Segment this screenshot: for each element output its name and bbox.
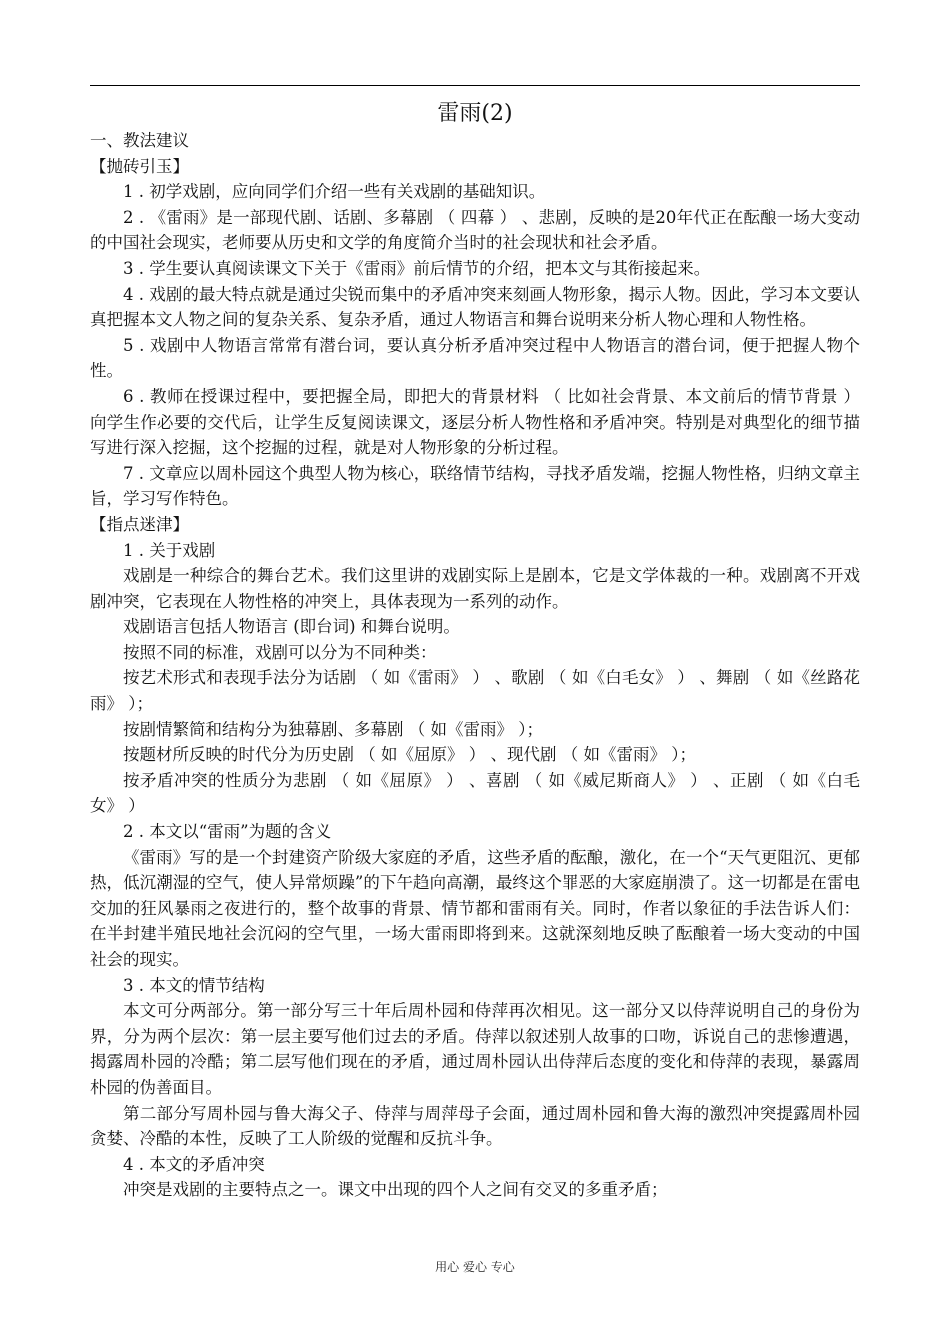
page-footer: 用心 爱心 专心 bbox=[435, 1260, 515, 1274]
paragraph: 第二部分写周朴园与鲁大海父子、侍萍与周萍母子会面，通过周朴园和鲁大海的激烈冲突提露周朴园贪婪、冷酷的本性，反映了工人阶级的觉醒和反抗斗争。 bbox=[90, 1103, 860, 1149]
paragraph: 戏剧是一种综合的舞台艺术。我们这里讲的戏剧实际上是剧本，它是文学体裁的一种。戏剧离不开戏剧冲突，它表现在人物性格的冲突上，具体表现为一系列的动作。 bbox=[90, 566, 860, 611]
header-rule bbox=[90, 85, 860, 86]
section-header-paozhuanyinyu: 【抛砖引玉】 bbox=[90, 156, 189, 176]
subheading: 1 . 关于戏剧 bbox=[123, 540, 216, 560]
paragraph: 戏剧语言包括人物语言 (即台词) 和舞台说明。 bbox=[123, 617, 460, 637]
paragraph: 本文可分两部分。第一部分写三十年后周朴园和侍萍再次相见。这一部分又以侍萍说明自己的身份为界，分为两个层次：第一层主要写他们过去的矛盾。侍萍以叙述别人故事的口吻，诉说自己的悲惨遭遇，揭露周朴园的冷酷；第二层写他们现在的矛盾，通过周朴园认出侍萍后态度的变化和侍萍的表现，暴露周朴园的伪善面目。 bbox=[90, 1001, 860, 1097]
paragraph: 3 . 学生要认真阅读课文下关于《雷雨》前后情节的介绍，把本文与其衔接起来。 bbox=[123, 258, 711, 278]
paragraph: 按照不同的标准，戏剧可以分为不同种类： bbox=[123, 642, 437, 662]
paragraph: 5 . 戏剧中人物语言常常有潜台词，要认真分析矛盾冲突过程中人物语言的潜台词，便于把握人物个性。 bbox=[90, 335, 860, 381]
paragraph: 4 . 戏剧的最大特点就是通过尖锐而集中的矛盾冲突来刻画人物形象，揭示人物。因此，学习本文要认真把握本文人物之间的复杂关系、复杂矛盾，通过人物语言和舞台说明来分析人物心理和人物性格。 bbox=[90, 284, 860, 330]
subheading: 4 . 本文的矛盾冲突 bbox=[123, 1154, 265, 1174]
subheading: 3 . 本文的情节结构 bbox=[123, 975, 265, 995]
paragraph: 按矛盾冲突的性质分为悲剧 （ 如《屈原》 ） 、喜剧 （ 如《威尼斯商人》 ） 、正剧 （ 如《白毛女》 ） bbox=[90, 770, 860, 816]
paragraph: 按题材所反映的时代分为历史剧 （ 如《屈原》 ） 、现代剧 （ 如《雷雨》 ）； bbox=[123, 745, 696, 765]
subheading: 2 . 本文以“雷雨”为题的含义 bbox=[123, 822, 332, 842]
paragraph: 《雷雨》写的是一个封建资产阶级大家庭的矛盾，这些矛盾的酝酿，激化，在一个“天气更阻沉、更郁热，低沉潮湿的空气，使人异常烦躁”的下午趋向高潮，最终这个罪恶的大家庭崩溃了。这一切都是在雷电交加的狂风暴雨之夜进行的，整个故事的背景、情节都和雷雨有关。同时，作者以象征的手法告诉人们：在半封建半殖民地社会沉闷的空气里，一场大雷雨即将到来。这就深刻地反映了酝酿着一场大变动的中国社会的现实。 bbox=[90, 847, 860, 969]
paragraph: 按剧情繁简和结构分为独幕剧、多幕剧 （ 如《雷雨》 ）； bbox=[123, 719, 543, 739]
document-title: 雷雨(2) bbox=[437, 101, 513, 126]
document-body bbox=[90, 128, 860, 1203]
paragraph: 1 . 初学戏剧，应向同学们介绍一些有关戏剧的基础知识。 bbox=[123, 182, 546, 202]
paragraph: 冲突是戏剧的主要特点之一。课文中出现的四个人之间有交叉的多重矛盾； bbox=[123, 1180, 668, 1200]
section-heading: 一、教法建议 bbox=[90, 131, 189, 150]
paragraph: 2 . 《雷雨》是一部现代剧、话剧、多幕剧 （ 四幕 ） 、悲剧，反映的是20年代正在酝酿一场大变动的中国社会现实，老师要从历史和文学的角度简介当时的社会现状和社会矛盾。 bbox=[90, 207, 860, 253]
paragraph: 按艺术形式和表现手法分为话剧 （ 如《雷雨》 ） 、歌剧 （ 如《白毛女》 ） 、舞剧 （ 如《丝路花雨》 ）； bbox=[90, 668, 860, 714]
paragraph: 6 . 教师在授课过程中，要把握全局，即把大的背景材料 （ 比如社会背景、本文前后的情节背景 ） 向学生作必要的交代后，让学生反复阅读课文，逐层分析人物性格和矛盾冲突。特别是对典型化的细节描写进行深入挖掘，这个挖掘的过程，就是对人物形象的分析过程。 bbox=[90, 386, 860, 458]
paragraph: 7 . 文章应以周朴园这个典型人物为核心，联络情节结构，寻找矛盾发端，挖掘人物性格，归纳文章主旨，学习写作特色。 bbox=[90, 463, 860, 509]
section-header-zhidianmijin: 【指点迷津】 bbox=[90, 514, 189, 534]
